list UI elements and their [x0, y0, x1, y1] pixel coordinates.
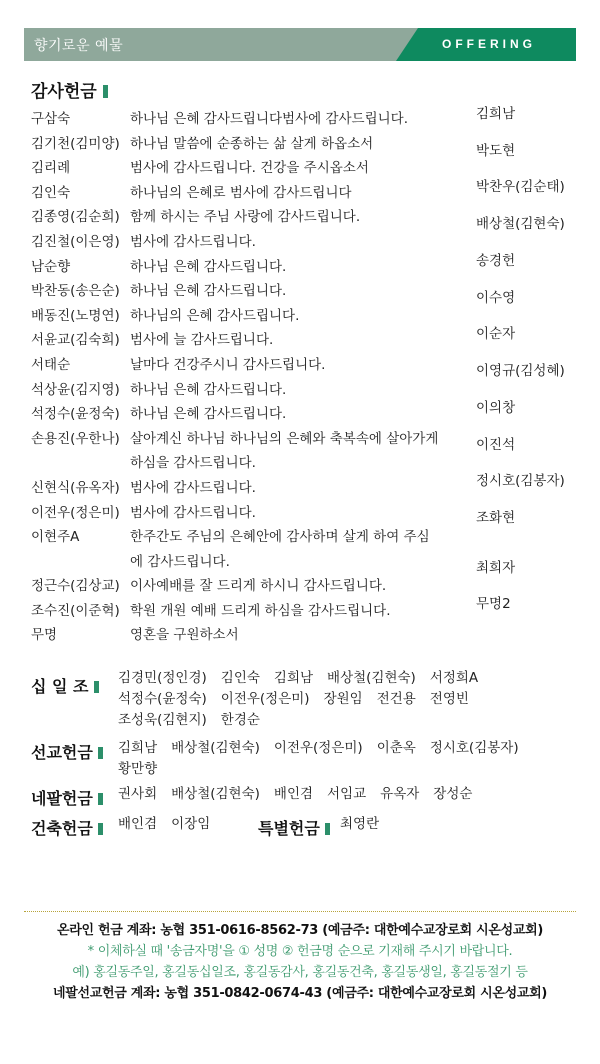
thanks-row	[31, 599, 491, 624]
special-title-text: 특별헌금	[258, 819, 320, 838]
footer-divider	[24, 911, 576, 912]
nepal-name: 서임교	[327, 786, 367, 802]
donor-name-right: 김희남	[476, 106, 516, 122]
mission-names	[118, 738, 558, 780]
thanks-row	[31, 132, 491, 157]
section-marker	[98, 793, 103, 805]
thanks-row	[31, 181, 491, 206]
thanks-row	[31, 230, 491, 255]
donor-name-right: 배상철(김현숙)	[476, 216, 565, 232]
donor-name: 신현식(유옥자)	[31, 479, 120, 496]
nepal-account-line: 네팔선교헌금 계좌: 농협 351-0842-0674-43 (예금주: 대한예수교장로회 시온성교회)	[52, 986, 548, 1001]
mission-name: 이춘옥	[376, 740, 416, 756]
tithe-name: 김경민(정인경)	[118, 670, 207, 686]
mission-name: 이전우(정은미)	[273, 740, 363, 756]
donor-name: 김기천(김미양)	[31, 135, 120, 152]
donor-name-right: 박도현	[476, 143, 516, 159]
building-names	[118, 814, 224, 835]
mission-name: 배상철(김현숙)	[171, 740, 260, 756]
thanks-message: 에 감사드립니다.	[130, 553, 230, 570]
thanks-message: 하나님 은혜 감사드립니다.	[130, 406, 287, 423]
tithe-name: 전영빈	[429, 691, 469, 707]
mission-name: 정시호(김봉자)	[429, 740, 519, 756]
tithe-title	[31, 674, 99, 697]
tithe-title-text: 십 일 조	[31, 677, 89, 696]
nepal-title	[31, 786, 103, 809]
thanks-message: 하심을 감사드립니다.	[130, 455, 256, 472]
thanks-message: 범사에 늘 감사드립니다.	[130, 332, 274, 349]
thanks-row	[31, 427, 491, 452]
transfer-note: * 이체하실 때 '송금자명'을 ① 성명 ② 헌금명 순으로 기재해 주시기 바랍니다.	[87, 944, 513, 959]
special-title	[258, 816, 330, 839]
transfer-example: 예) 홍길동주일, 홍길동십일조, 홍길동감사, 홍길동건축, 홍길동생일, 홍길동절기 등	[72, 965, 528, 980]
donor-name-right: 이순자	[476, 326, 516, 342]
thanks-message: 영혼을 구원하소서	[130, 627, 239, 644]
thanks-row	[31, 451, 491, 476]
thanks-message: 범사에 감사드립니다. 건강을 주시옵소서	[130, 160, 369, 177]
thanks-message: 학원 개원 예배 드리게 하심을 감사드립니다.	[130, 602, 391, 619]
thanks-message: 살아계신 하나님 하나님의 은혜와 축복속에 살아가게	[130, 430, 439, 447]
section-marker	[98, 747, 103, 759]
donor-name-right: 박찬우(김순태)	[476, 179, 565, 195]
thanks-row	[31, 328, 491, 353]
thanks-message: 범사에 감사드립니다.	[130, 479, 256, 496]
nepal-name: 권사회	[118, 786, 158, 802]
thanks-row	[31, 156, 491, 181]
thanks-message: 하나님의 은혜 감사드립니다.	[130, 307, 300, 324]
thanks-message: 하나님 은혜 감사드립니다범사에 감사드립니다.	[130, 111, 408, 127]
nepal-name: 배인겸	[273, 786, 314, 802]
tithe-name: 석정수(윤정숙)	[118, 691, 207, 707]
thanks-message: 하나님의 은혜로 범사에 감사드립니다	[130, 184, 352, 201]
mission-title	[31, 740, 103, 763]
tithe-name: 김희남	[273, 670, 314, 686]
thanks-message: 범사에 감사드립니다.	[130, 504, 256, 521]
thanks-message: 하나님 은혜 감사드립니다.	[130, 381, 287, 398]
mission-name: 김희남	[118, 740, 158, 756]
donor-name: 김종영(김순희)	[31, 209, 120, 226]
building-name: 이장임	[171, 816, 211, 832]
mission-title-text: 선교헌금	[31, 743, 93, 762]
section-marker	[103, 85, 108, 98]
donor-name-right: 송경헌	[476, 253, 516, 269]
donor-name: 이현주A	[31, 529, 80, 546]
donor-name: 박찬동(송은순)	[31, 283, 120, 300]
donor-name: 정근수(김상교)	[31, 578, 120, 595]
thanks-row	[31, 574, 491, 599]
thanks-row	[31, 476, 491, 501]
thanks-row	[31, 279, 491, 304]
mission-name: 황만향	[118, 761, 158, 777]
donor-name-right: 무명2	[476, 596, 511, 612]
thanks-row	[31, 550, 491, 575]
thanks-message: 날마다 건강주시니 감사드립니다.	[130, 356, 326, 373]
donor-name	[31, 451, 130, 476]
thanks-row	[31, 525, 491, 550]
section-marker	[98, 823, 103, 835]
donor-name-right: 이의창	[476, 400, 516, 416]
thanks-row	[31, 623, 491, 648]
tithe-name: 전건용	[376, 691, 416, 707]
nepal-name: 유옥자	[380, 786, 420, 802]
tithe-name: 장원임	[323, 691, 363, 707]
thanks-row	[31, 255, 491, 280]
donor-name-right: 이수영	[476, 290, 516, 306]
nepal-title-text: 네팔헌금	[31, 789, 93, 808]
thanks-row	[31, 107, 491, 132]
donor-name: 석정수(윤정숙)	[31, 406, 120, 423]
nepal-name: 배상철(김현숙)	[171, 786, 260, 802]
thanks-section-title	[31, 77, 108, 102]
thanks-message: 하나님 은혜 감사드립니다.	[130, 258, 287, 275]
donor-name: 서윤교(김숙희)	[31, 332, 120, 349]
donor-name-right: 최희자	[476, 560, 516, 576]
donor-name: 김진철(이은영)	[31, 233, 120, 250]
thanks-message: 한주간도 주님의 은혜안에 감사하며 살게 하여 주심	[130, 529, 430, 546]
donor-name: 김인숙	[31, 184, 71, 201]
donor-name-right: 조화현	[476, 510, 516, 526]
section-marker	[94, 681, 99, 693]
donor-name: 조수진(이준혁)	[31, 602, 120, 619]
banner-title-en: OFFERING	[442, 37, 536, 51]
thanks-message: 하나님 말씀에 순종하는 삶 살게 하옵소서	[130, 135, 374, 152]
donor-name: 남순향	[31, 258, 71, 275]
thanks-message: 범사에 감사드립니다.	[130, 233, 256, 250]
donor-name-right: 정시호(김봉자)	[476, 473, 565, 489]
tithe-names	[118, 668, 538, 731]
thanks-list	[31, 107, 491, 648]
tithe-name: 이전우(정은미)	[220, 691, 310, 707]
thanks-row	[31, 501, 491, 526]
section-marker	[325, 823, 330, 835]
thanks-row	[31, 402, 491, 427]
donor-name: 손용진(우한나)	[31, 430, 120, 447]
donor-name: 김리례	[31, 160, 71, 177]
building-name: 배인겸	[118, 816, 158, 832]
donor-name: 배동진(노명연)	[31, 307, 120, 324]
tithe-name: 배상철(김현숙)	[327, 670, 416, 686]
thanks-row	[31, 378, 491, 403]
donor-name-right: 이진석	[476, 437, 516, 453]
special-name: 최영란	[340, 816, 380, 832]
thanks-row	[31, 353, 491, 378]
nepal-names	[118, 784, 558, 805]
thanks-row	[31, 304, 491, 329]
donor-name-right: 이영규(김성혜)	[476, 363, 565, 379]
thanks-message: 하나님 은혜 감사드립니다.	[130, 283, 287, 300]
thanks-title-text: 감사헌금	[31, 82, 97, 102]
banner-title: 향기로운 예물	[34, 38, 124, 54]
donor-name: 석상윤(김지영)	[31, 381, 120, 398]
thanks-row	[31, 205, 491, 230]
special-names	[340, 814, 393, 835]
tithe-name: 조성욱(김현지)	[118, 712, 207, 728]
donor-name: 이전우(정은미)	[31, 504, 120, 521]
online-account-line: 온라인 헌금 계좌: 농협 351-0616-8562-73 (예금주: 대한예수교장로회 시온성교회)	[56, 923, 544, 938]
nepal-name: 장성순	[433, 786, 473, 802]
donor-name: 서태순	[31, 356, 71, 373]
building-title-text: 건축헌금	[31, 819, 93, 838]
thanks-message: 함께 하시는 주님 사랑에 감사드립니다.	[130, 209, 361, 226]
thanks-message: 이사예배를 잘 드리게 하시니 감사드립니다.	[130, 578, 387, 595]
tithe-name: 서정희A	[429, 670, 479, 686]
building-title	[31, 816, 103, 839]
donor-name: 구삼숙	[31, 111, 71, 127]
donor-name	[31, 550, 130, 575]
offering-banner	[24, 28, 576, 61]
donor-name: 무명	[31, 627, 58, 644]
tithe-name: 한경순	[220, 712, 260, 728]
tithe-name: 김인숙	[220, 670, 260, 686]
